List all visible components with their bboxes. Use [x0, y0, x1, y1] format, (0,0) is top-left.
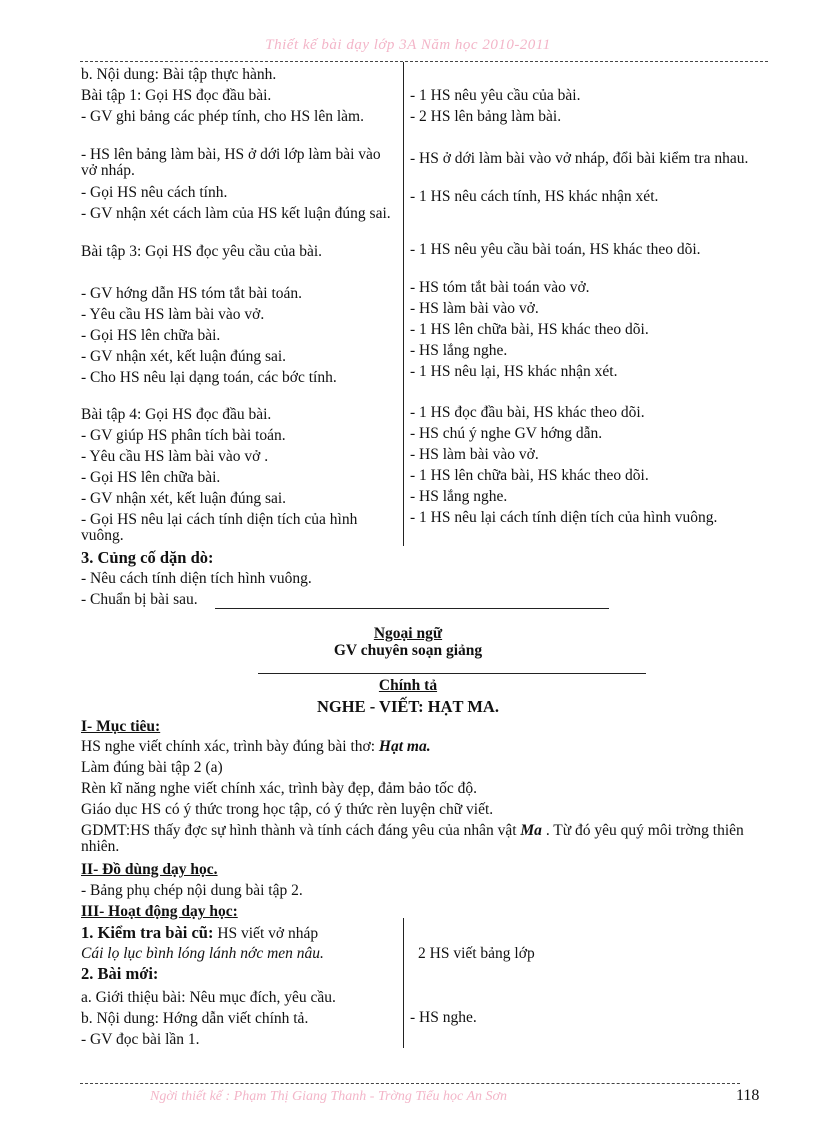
noidung-right: - HS nghe. — [410, 1009, 477, 1026]
right-line-5: - 1 HS nêu yêu cầu bài toán, HS khác theo dõi. — [410, 241, 701, 258]
right-line-1: - 1 HS nêu yêu cầu của bài. — [410, 87, 581, 104]
right-line-15: - HS lắng nghe. — [410, 488, 508, 505]
left-line-14: - GV giúp HS phân tích bài toán. — [81, 427, 286, 444]
left-line-18: - Gọi HS nêu lại cách tính diện tích của hình vuông. — [81, 511, 358, 544]
chinhta-sub: NGHE - VIẾT: HẠT MA. — [317, 697, 499, 716]
right-line-14: - 1 HS lên chữa bài, HS khác theo dõi. — [410, 467, 649, 484]
section-rule-2 — [258, 673, 646, 674]
right-line-10: - 1 HS nêu lại, HS khác nhận xét. — [410, 363, 618, 380]
right-line-7: - HS làm bài vào vở. — [410, 300, 539, 317]
cungco-title: 3. Củng cố dặn dò: — [81, 548, 214, 567]
muctieu-title: I- Mục tiêu: — [81, 718, 161, 735]
gioithieu-line: a. Giới thiệu bài: Nêu mục đích, yêu cầu. — [81, 989, 336, 1006]
ngoaingu-sub: GV chuyên soạn giảng — [333, 642, 483, 659]
baimoi-title: 2. Bài mới: — [81, 964, 159, 983]
dodung-item: - Bảng phụ chép nội dung bài tập 2. — [81, 882, 303, 899]
right-line-2: - 2 HS lên bảng làm bài. — [410, 108, 562, 125]
section-rule-1 — [215, 608, 609, 609]
page-number: 118 — [736, 1087, 760, 1104]
footer-divider — [80, 1083, 740, 1084]
left-line-8: - GV hớng dẫn HS tóm tắt bài toán. — [81, 285, 303, 302]
page-header: Thiết kế bài dạy lớp 3A Năm học 2010-2011 — [265, 37, 551, 53]
left-line-15: - Yêu cầu HS làm bài vào vở . — [81, 448, 269, 465]
cungco-item-2: - Chuẩn bị bài sau. — [81, 591, 198, 608]
left-line-9: - Yêu cầu HS làm bài vào vở. — [81, 306, 265, 323]
left-line-17: - GV nhận xét, kết luận đúng sai. — [81, 490, 287, 507]
left-line-2: Bài tập 1: Gọi HS đọc đầu bài. — [81, 87, 272, 104]
noidung-line: b. Nội dung: Hớng dẫn viết chính tả. — [81, 1010, 309, 1027]
right-line-3: - HS ở dới làm bài vào vở nháp, đổi bài kiểm tra nhau. — [410, 150, 749, 167]
left-line-7: Bài tập 3: Gọi HS đọc yêu cầu của bài. — [81, 243, 323, 260]
muctieu-line-5: GDMT:HS thấy đợc sự hình thành và tính cách đáng yêu của nhân vật Ma . Từ đó yêu quý môi trờng thiên nhiên. — [81, 822, 744, 855]
left-line-12: - Cho HS nêu lại dạng toán, các bớc tính. — [81, 369, 337, 386]
muctieu-line-3: Rèn kĩ năng nghe viết chính xác, trình bày đẹp, đảm bảo tốc độ. — [81, 780, 478, 797]
dodung-title: II- Đồ dùng dạy học. — [81, 861, 218, 878]
hoatdong-title: III- Hoạt động dạy học: — [81, 903, 238, 920]
kiemtra-right: 2 HS viết bảng lớp — [418, 945, 535, 962]
ngoaingu-title: Ngoại ngữ — [373, 625, 443, 642]
right-line-13: - HS làm bài vào vở. — [410, 446, 539, 463]
header-divider — [80, 61, 768, 62]
left-line-3: - GV ghi bảng các phép tính, cho HS lên làm. — [81, 108, 364, 125]
cungco-item-1: - Nêu cách tính diện tích hình vuông. — [81, 570, 312, 587]
muctieu-line-1: HS nghe viết chính xác, trình bày đúng bài thơ: Hạt ma. — [81, 738, 431, 755]
table2-divider — [403, 918, 404, 1048]
docbai-line: - GV đọc bài lần 1. — [81, 1031, 200, 1048]
muctieu-line-2: Làm đúng bài tập 2 (a) — [81, 759, 223, 776]
right-line-11: - 1 HS đọc đầu bài, HS khác theo dõi. — [410, 404, 645, 421]
left-line-1: b. Nội dung: Bài tập thực hành. — [81, 66, 277, 83]
left-line-13: Bài tập 4: Gọi HS đọc đầu bài. — [81, 406, 272, 423]
left-line-16: - Gọi HS lên chữa bài. — [81, 469, 221, 486]
muctieu-line-4: Giáo dục HS có ý thức trong học tập, có ý thức rèn luyện chữ viết. — [81, 801, 494, 818]
left-line-5: - Gọi HS nêu cách tính. — [81, 184, 228, 201]
kiemtra-line: 1. Kiểm tra bài cũ: HS viết vở nháp — [81, 923, 319, 942]
table-divider — [403, 62, 404, 546]
left-line-4: - HS lên bảng làm bài, HS ở dới lớp làm bài vào vở nháp. — [81, 146, 381, 179]
right-line-6: - HS tóm tắt bài toán vào vở. — [410, 279, 590, 296]
left-line-6: - GV nhận xét cách làm của HS kết luận đúng sai. — [81, 205, 391, 222]
right-line-8: - 1 HS lên chữa bài, HS khác theo dõi. — [410, 321, 649, 338]
left-line-10: - Gọi HS lên chữa bài. — [81, 327, 221, 344]
page-footer: Ngời thiết kế : Phạm Thị Giang Thanh - Trờng Tiểu học An Sơn — [150, 1089, 507, 1104]
left-line-11: - GV nhận xét, kết luận đúng sai. — [81, 348, 287, 365]
right-line-16: - 1 HS nêu lại cách tính diện tích của hình vuông. — [410, 509, 718, 526]
chinhta-title: Chính tả — [378, 677, 438, 694]
kiemtra-sentence: Cái lọ lục bình lóng lánh nớc men nâu. — [81, 945, 324, 962]
right-line-12: - HS chú ý nghe GV hớng dẫn. — [410, 425, 603, 442]
right-line-4: - 1 HS nêu cách tính, HS khác nhận xét. — [410, 188, 659, 205]
right-line-9: - HS lắng nghe. — [410, 342, 508, 359]
